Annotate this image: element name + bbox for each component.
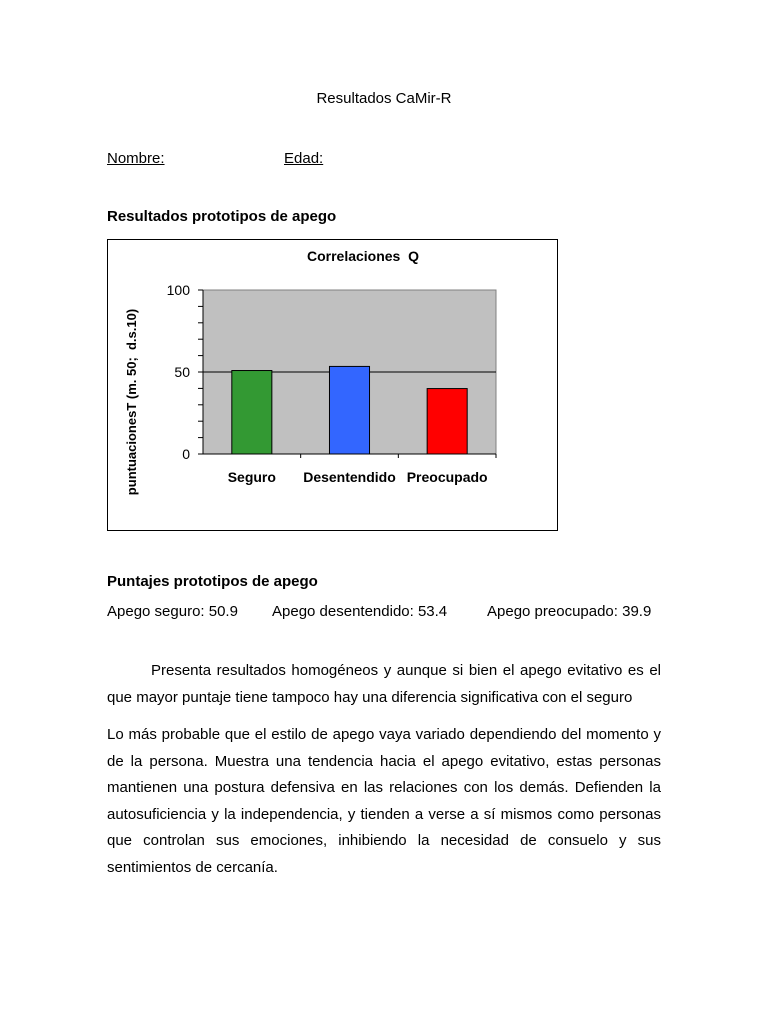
y-tick-label: 100: [166, 282, 190, 298]
y-axis-minor-ticks: [198, 290, 203, 454]
bar-seguro: [232, 371, 272, 454]
page-title: Resultados CaMir-R: [316, 90, 452, 107]
chart-title: Correlaciones Q: [306, 248, 420, 264]
bar-chart: [108, 240, 559, 532]
age-field-label: Edad:: [284, 150, 324, 167]
score-preocupado: Apego preocupado: 39.9: [487, 603, 652, 620]
name-field-label: Nombre:: [107, 150, 165, 167]
x-tick-labels: [228, 469, 488, 485]
paragraph-summary: Presenta resultados homogéneos y aunque si bien el apego evitativo es el que mayor puntaje tiene tampoco hay una diferencia significativa con el seguro: [107, 662, 661, 706]
scores-section-heading: Puntajes prototipos de apego: [107, 573, 318, 590]
x-tick-label: Desentendido: [303, 469, 396, 485]
score-seguro: Apego seguro: 50.9: [107, 603, 238, 620]
bar-desentendido: [329, 366, 369, 454]
score-desentendido: Apego desentendido: 53.4: [272, 603, 448, 620]
y-tick-label: 0: [182, 446, 190, 462]
chart-container: [107, 239, 558, 531]
x-tick-label: Seguro: [227, 469, 276, 485]
y-tick-labels: [167, 282, 191, 462]
y-axis-label: puntuacionesT (m. 50; d.s.10): [124, 308, 139, 496]
x-tick-label: Preocupado: [406, 469, 488, 485]
paragraph-interpretation: Lo más probable que el estilo de apego vaya variado dependiendo del momento y de la persona. Muestra una tendencia hacia el apego evitativo, estas personas mantienen una postura defensiva en las relaciones con los demás. Defienden la autosuficiencia y la independencia, y tienden a verse a sí mismos como personas que controlan sus emociones, inhibiendo la necesidad de consuelo y sus sentimientos de cercanía.: [107, 726, 661, 876]
y-tick-label: 50: [174, 364, 190, 380]
bar-preocupado: [427, 389, 467, 454]
chart-section-heading: Resultados prototipos de apego: [107, 208, 337, 225]
